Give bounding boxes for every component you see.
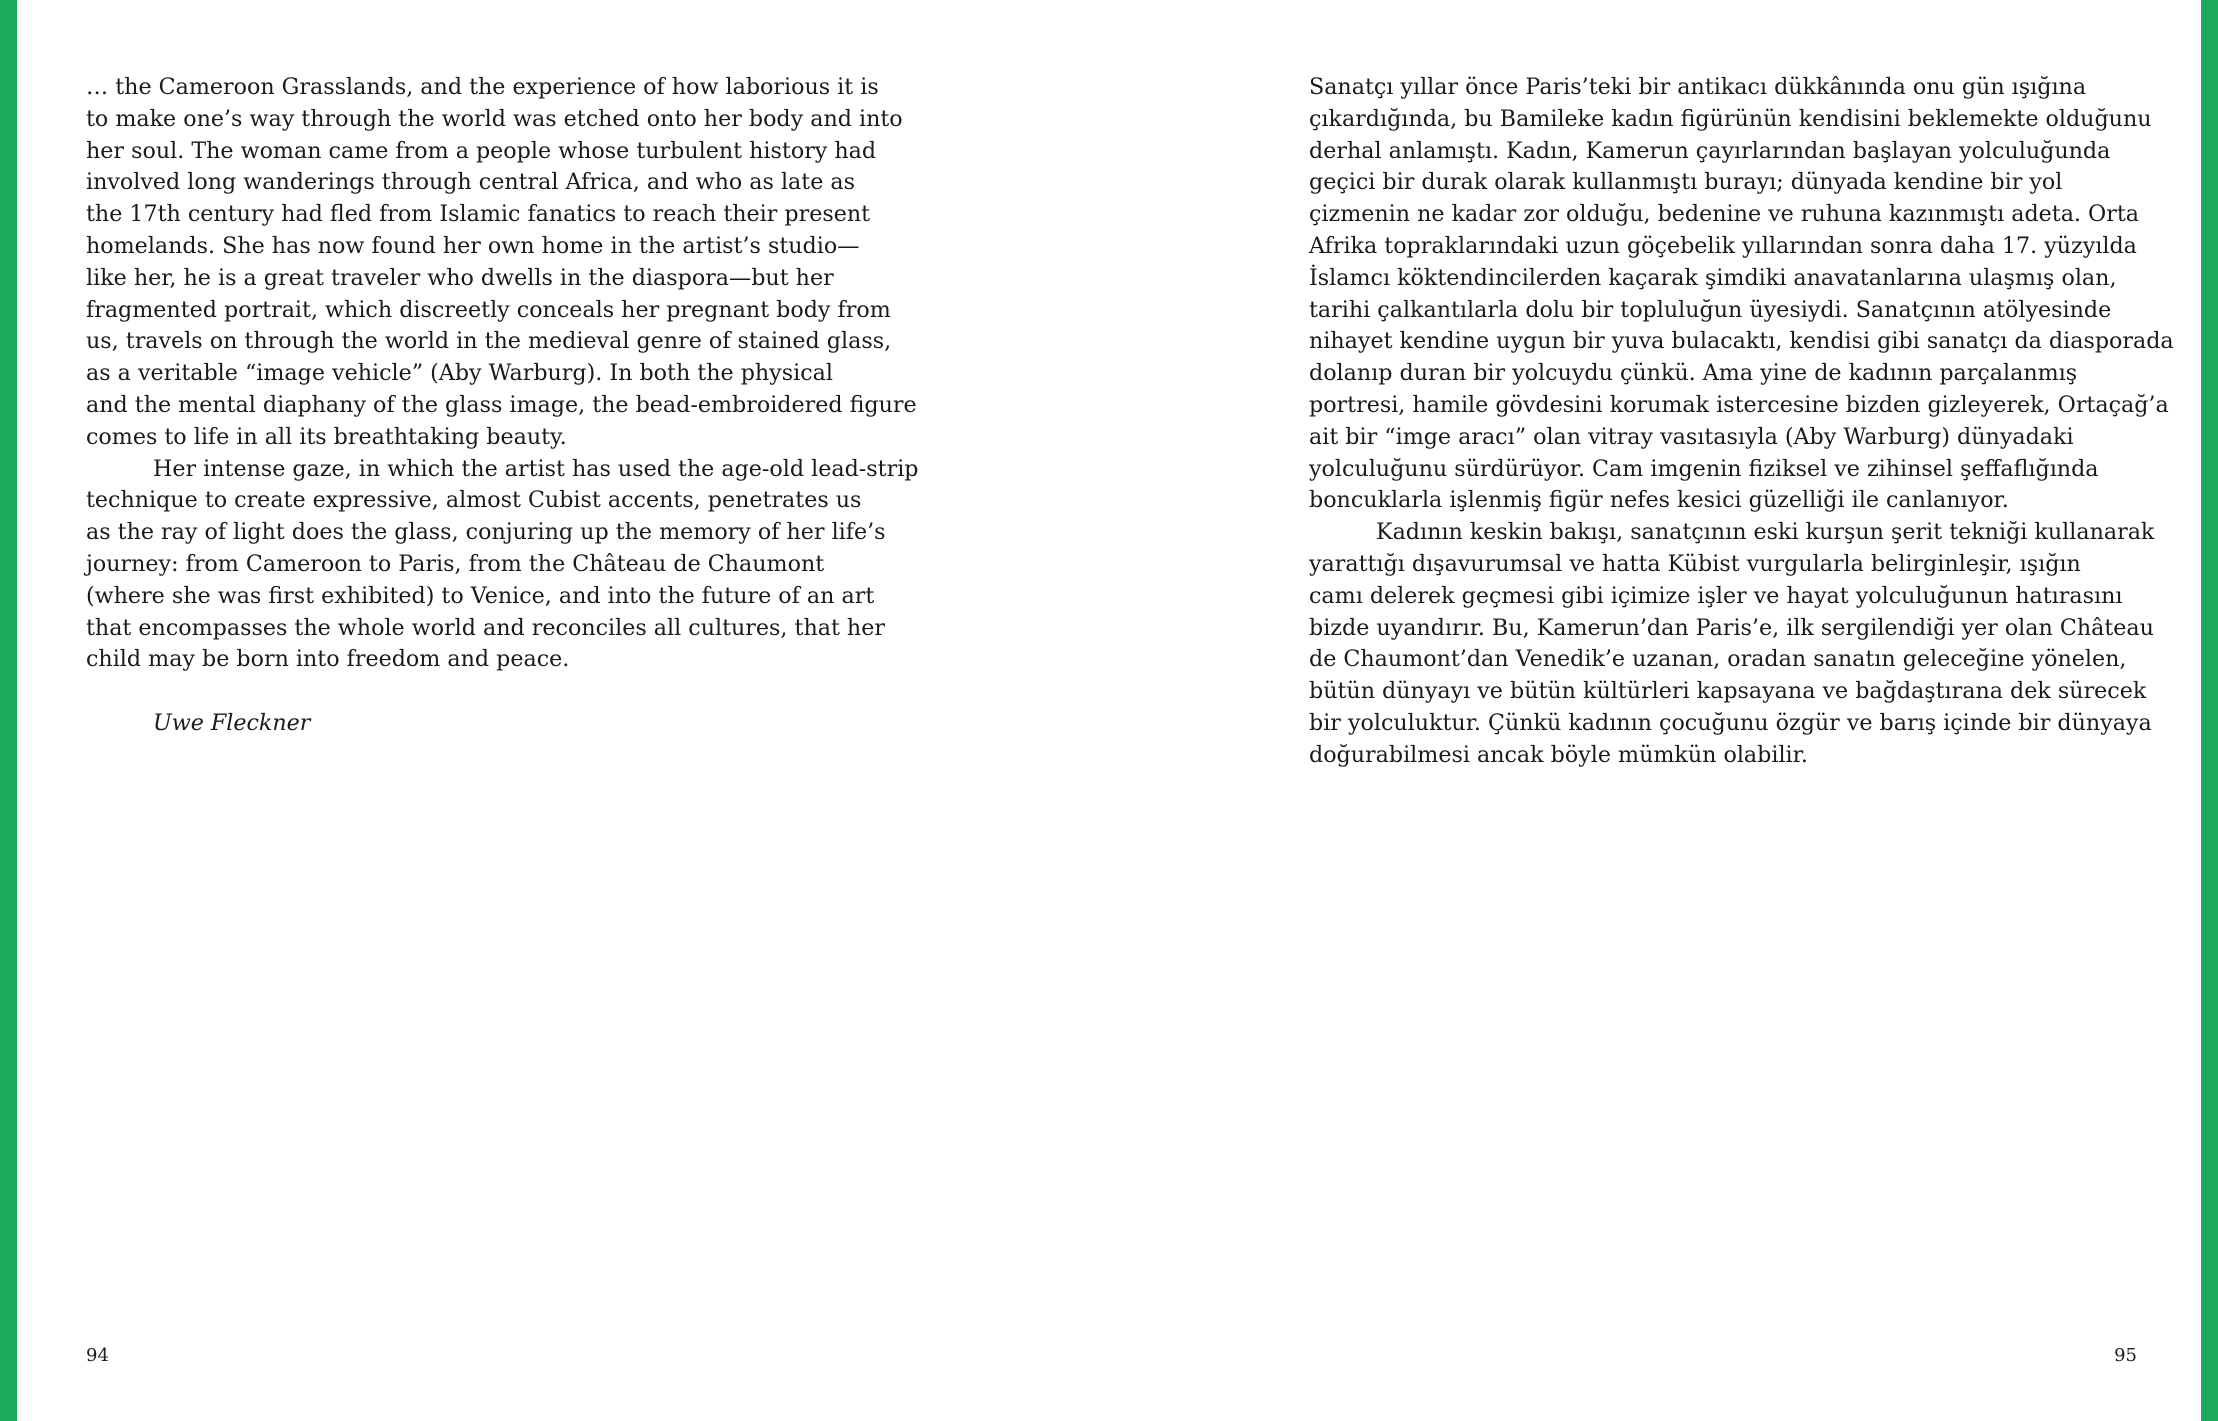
text-line: as a veritable “image vehicle” (Aby Warburg). In both the physical (86, 360, 833, 387)
text-line: Sanatçı yıllar önce Paris’teki bir antikacı dükkânında onu gün ışığına (1309, 74, 2087, 100)
text-line: yolculuğunu sürdürüyor. Cam imgenin fiziksel ve zihinsel şeffaflığında (1309, 455, 2099, 482)
text-line: and the mental diaphany of the glass image, the bead-embroidered figure (86, 391, 917, 418)
text-line: bütün dünyayı ve bütün kültürleri kapsayana ve bağdaştırana dek sürecek (1309, 678, 2147, 705)
text-line: ait bir “imge aracı” olan vitray vasıtasıyla (Aby Warburg) dünyadaki (1309, 423, 2074, 450)
text-line: her soul. The woman came from a people whose turbulent history had (86, 137, 877, 164)
text-line: technique to create expressive, almost Cubist accents, penetrates us (86, 487, 862, 514)
page-number-right: 95 (2114, 1345, 2137, 1366)
text-line: as the ray of light does the glass, conjuring up the memory of her life’s (86, 519, 886, 546)
text-line: like her, he is a great traveler who dwells in the diaspora—but her (86, 264, 834, 291)
right-page (1109, 0, 2201, 1421)
text-line: Afrika topraklarındaki uzun göçebelik yıllarından sonra daha 17. yüzyılda (1309, 232, 2137, 259)
text-line: us, travels on through the world in the medieval genre of stained glass, (86, 328, 892, 355)
text-line: (where she was first exhibited) to Venice, and into the future of an art (86, 582, 875, 609)
text-line: portresi, hamile gövdesini korumak istercesine bizden gizleyerek, Ortaçağ’a (1309, 391, 2169, 418)
paragraph-2 (86, 454, 919, 677)
turkish-essay (1309, 72, 2174, 772)
text-line: İslamcı köktendincilerden kaçarak şimdiki anavatanlarına ulaşmış olan, (1309, 264, 2117, 291)
text-line: çıkardığında, bu Bamileke kadın figürünün kendisini beklemekte olduğunu (1309, 105, 2152, 132)
text-line: homelands. She has now found her own home in the artist’s studio— (86, 232, 860, 259)
text-line: doğurabilmesi ancak böyle mümkün olabilir. (1309, 741, 1808, 768)
text-line: yarattığı dışavurumsal ve hatta Kübist vurgularla belirginleşir, ışığın (1309, 550, 2081, 577)
right-edge-color-band (2201, 0, 2218, 1421)
text-line: Kadının keskin bakışı, sanatçının eski kurşun şerit tekniği kullanarak (1376, 519, 2155, 546)
text-line: bir yolculuktur. Çünkü kadının çocuğunu özgür ve barış içinde bir dünyaya (1309, 709, 2152, 736)
text-line: derhal anlamıştı. Kadın, Kamerun çayırlarından başlayan yolculuğunda (1309, 137, 2111, 164)
text-line: … the Cameroon Grasslands, and the experience of how laborious it is (86, 74, 879, 100)
text-line: de Chaumont’dan Venedik’e uzanan, oradan sanatın geleceğine yönelen, (1309, 646, 2127, 673)
text-line: boncuklarla işlenmiş figür nefes kesici güzelliği ile canlanıyor. (1309, 487, 2009, 514)
paragraph-2 (1309, 517, 2154, 771)
text-line: involved long wanderings through central Africa, and who as late as (86, 169, 856, 196)
left-page (17, 0, 1109, 1421)
text-line: comes to life in all its breathtaking beauty. (86, 423, 567, 450)
text-line: that encompasses the whole world and reconciles all cultures, that her (86, 614, 885, 641)
text-line: journey: from Cameroon to Paris, from the Château de Chaumont (86, 550, 825, 577)
author-signature: Uwe Fleckner (153, 710, 311, 737)
text-line: camı delerek geçmesi gibi içimize işler ve hayat yolculuğunun hatırasını (1309, 582, 2123, 609)
text-line: Her intense gaze, in which the artist has used the age-old lead-strip (153, 455, 919, 482)
paragraph-1 (86, 72, 917, 454)
text-line: child may be born into freedom and peace. (86, 646, 570, 673)
text-line: çizmenin ne kadar zor olduğu, bedenine ve ruhuna kazınmıştı adeta. Orta (1309, 201, 2139, 228)
text-line: nihayet kendine uygun bir yuva bulacaktı, kendisi gibi sanatçı da diasporada (1309, 328, 2174, 355)
english-essay (86, 72, 919, 740)
paragraph-1 (1309, 72, 2174, 517)
text-line: the 17th century had fled from Islamic fanatics to reach their present (86, 201, 871, 228)
text-line: geçici bir durak olarak kullanmıştı burayı; dünyada kendine bir yol (1309, 169, 2063, 196)
text-line: bizde uyandırır. Bu, Kamerun’dan Paris’e, ilk sergilendiği yer olan Château (1309, 614, 2154, 641)
text-line: to make one’s way through the world was etched onto her body and into (86, 105, 903, 132)
text-line: fragmented portrait, which discreetly conceals her pregnant body from (86, 296, 891, 323)
page-number-left: 94 (86, 1345, 109, 1366)
left-edge-color-band (0, 0, 17, 1421)
text-line: tarihi çalkantılarla dolu bir topluluğun üyesiydi. Sanatçının atölyesinde (1309, 296, 2112, 323)
text-line: dolanıp duran bir yolcuydu çünkü. Ama yine de kadının parçalanmış (1309, 360, 2078, 387)
